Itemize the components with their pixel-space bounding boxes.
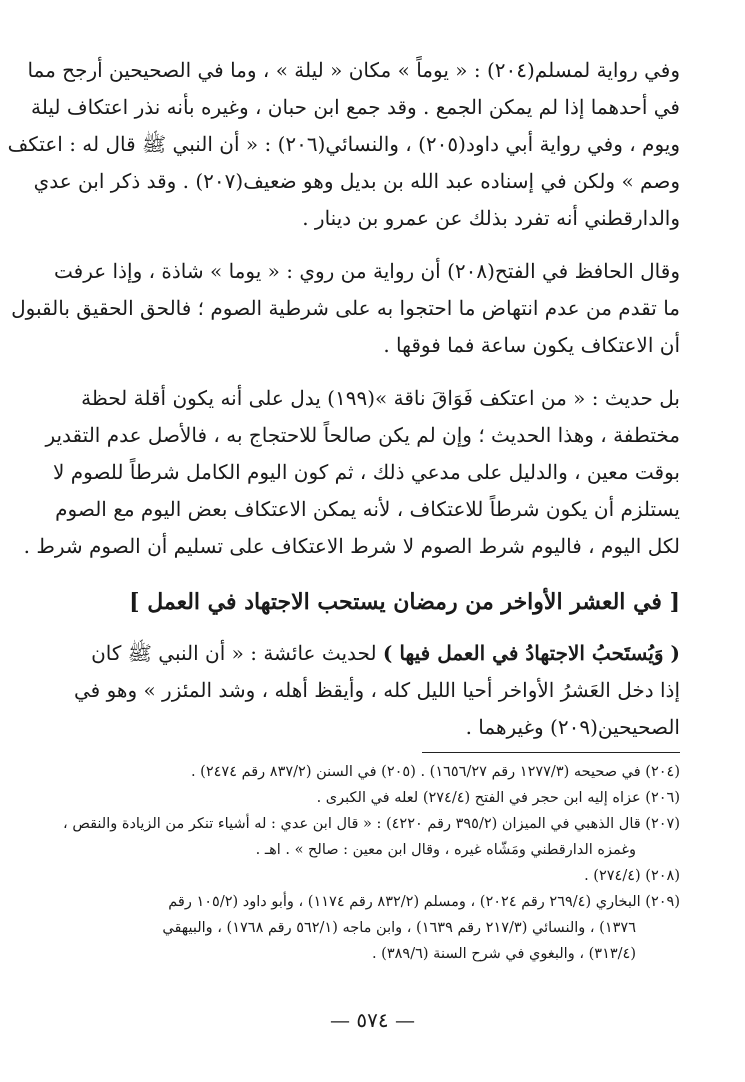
text-line: ويوم ، وفي رواية أبي داود(٢٠٥) ، والنسائي(٢٠٦) : « أن النبي ﷺ قال له : اعتكف (7, 132, 680, 156)
footnote-continuation: (٣١٣/٤) ، والبغوي في شرح السنة (٣٨٩/٦) . (371, 946, 636, 962)
paragraph-1 (7, 52, 680, 237)
footnote-continuation: وغمزه الدارقطني ومَشّاه غيره ، وقال ابن معين : صالح » . اهـ . (255, 842, 636, 858)
paragraph-4 (70, 635, 680, 746)
footnotes (63, 759, 680, 967)
text-line: بل حديث : « من اعتكف فَوَاقَ ناقة »(١٩٩) يدل على أنه يكون أقلة لحظة (81, 386, 680, 410)
text-line: مختطفة ، وهذا الحديث ؛ وإن لم يكن صالحاً للاحتجاج به ، فالأصل عدم التقدير (45, 423, 680, 447)
footnote: (٢٠٧) قال الذهبي في الميزان (٣٩٥/٢ رقم ٤٢٢٠) : « قال ابن عدي : له أشياء تنكر من الزيادة والنقص ، (63, 816, 680, 832)
text-line: أن الاعتكاف يكون ساعة فما فوقها . (383, 333, 680, 357)
text-span: لحديث عائشة : « أن النبي ﷺ كان (91, 641, 383, 665)
footnote: (٢٠٤) في صحيحه (١٢٧٧/٣ رقم ١٦٥٦/٢٧) . (٢٠٥) في السنن (٨٣٧/٢ رقم ٢٤٧٤) . (190, 764, 680, 780)
bold-phrase: ( وَيُستَحبُ الاجتهادُ في العمل فيها ) (382, 641, 680, 665)
text-line: والدارقطني أنه تفرد بذلك عن عمرو بن دينار . (302, 206, 680, 230)
section-heading: [ في العشر الأواخر من رمضان يستحب الاجتهاد في العمل ] (129, 589, 680, 615)
text-line: ما تقدم من عدم انتهاض ما احتجوا به على شرطية الصوم ؛ فالحق الحقيق بالقبول (11, 296, 680, 320)
paragraph-3 (23, 380, 680, 565)
text-line: يستلزم أن يكون شرطاً للاعتكاف ، لأنه يمكن الاعتكاف بعض اليوم مع الصوم (55, 497, 680, 521)
footnote-divider (422, 752, 680, 753)
text-line: إذا دخل العَشرُ الأواخر أحيا الليل كله ، وأيقظ أهله ، وشد المئزر » وهو في (73, 678, 680, 702)
page-body (7, 52, 680, 967)
page-number: — ٥٧٤ — (330, 1008, 415, 1032)
text-line: بوقت معين ، والدليل على مدعي ذلك ، ثم كون اليوم الكامل شرطاً للصوم لا (52, 460, 680, 484)
footnote: (٢٠٦) عزاه إليه ابن حجر في الفتح (٢٧٤/٤) لعله في الكبرى . (316, 790, 680, 806)
text-line: وصم » ولكن في إسناده عبد الله بن بديل وهو ضعيف(٢٠٧) . وقد ذكر ابن عدي (33, 169, 680, 193)
paragraph-2 (11, 253, 680, 364)
text-line (70, 635, 680, 672)
text-line: وفي رواية لمسلم(٢٠٤) : « يوماً » مكان « ليلة » ، وما في الصحيحين أرجح مما (27, 58, 680, 82)
text-line: في أحدهما إذا لم يمكن الجمع . وقد جمع ابن حبان ، وغيره بأنه نذر اعتكاف ليلة (31, 95, 680, 119)
text-line: وقال الحافظ في الفتح(٢٠٨) أن رواية من روي : « يوما » شاذة ، وإذا عرفت (54, 259, 680, 283)
text-line: لكل اليوم ، فاليوم شرط الصوم لا شرط الاعتكاف على تسليم أن الصوم شرط . (23, 534, 680, 558)
footnote-continuation: ١٣٧٦) ، والنسائي (٢١٧/٣ رقم ١٦٣٩) ، وابن ماجه (٥٦٢/١ رقم ١٧٦٨) ، والبيهقي (162, 920, 636, 936)
footnote: (٢٠٩) البخاري (٢٦٩/٤ رقم ٢٠٢٤) ، ومسلم (٨٣٢/٢ رقم ١١٧٤) ، وأبو داود (١٠٥/٢ رقم (168, 894, 680, 910)
footnote: (٢٠٨) (٢٧٤/٤) . (584, 868, 680, 884)
text-line: الصحيحين(٢٠٩) وغيرهما . (465, 715, 680, 739)
